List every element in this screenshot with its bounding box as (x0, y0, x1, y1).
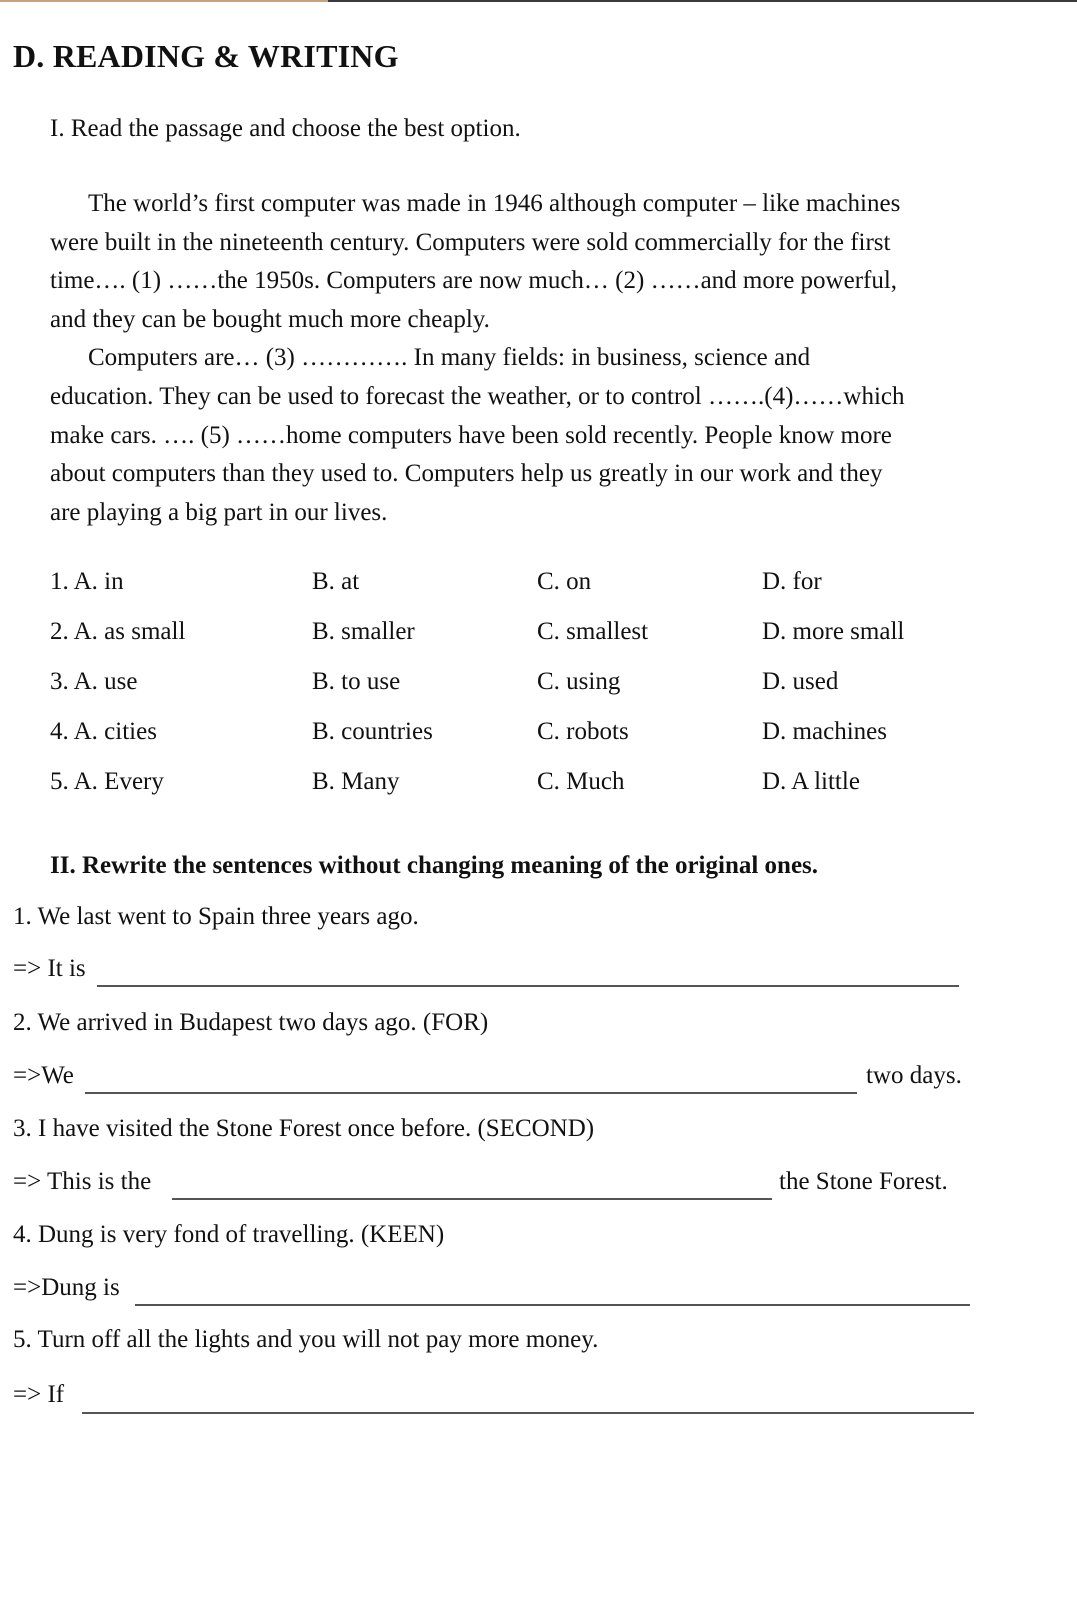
option-c: C. Much (537, 768, 625, 795)
rewrite-prefix-5: => If (13, 1381, 65, 1408)
rewrite-suffix-2: two days. (866, 1062, 962, 1089)
rewrite-sentence-1: 1. We last went to Spain three years ago. (13, 903, 419, 930)
answer-blank-4[interactable] (135, 1304, 970, 1306)
passage-line: make cars. …. (5) ……home computers have been sold recently. People know more (50, 421, 892, 449)
option-d: D. machines (762, 718, 887, 745)
option-c: C. robots (537, 718, 629, 745)
reading-passage (50, 185, 1060, 532)
option-a: 3. A. use (50, 668, 138, 695)
answer-blank-1[interactable] (97, 985, 959, 987)
rewrite-sentence-2: 2. We arrived in Budapest two days ago. (FOR) (13, 1009, 489, 1036)
option-b: B. at (312, 568, 360, 595)
passage-line: are playing a big part in our lives. (50, 498, 388, 526)
option-d: D. more small (762, 618, 905, 645)
passage-line: and they can be bought much more cheaply. (50, 305, 490, 333)
option-a: 1. A. in (50, 568, 124, 595)
rewrite-prefix-2: =>We (13, 1062, 74, 1089)
rewrite-prefix-3: => This is the (13, 1168, 152, 1195)
passage-line: The world’s first computer was made in 1946 although computer – like machines (88, 190, 901, 217)
option-a: 2. A. as small (50, 618, 186, 645)
option-c: C. using (537, 668, 621, 695)
option-d: D. used (762, 668, 839, 695)
passage-line: Computers are… (3) …………. In many fields: in business, science and (88, 344, 811, 372)
top-border (0, 0, 1077, 2)
top-border-right (328, 0, 1077, 2)
passage-line: time…. (1) ……the 1950s. Computers are now much… (2) ……and more powerful, (50, 267, 898, 295)
passage-line: education. They can be used to forecast the weather, or to control …….(4)……which (50, 382, 905, 410)
answer-blank-5[interactable] (82, 1412, 974, 1414)
option-b: B. to use (312, 668, 401, 695)
option-b: B. smaller (312, 618, 415, 645)
option-d: D. for (762, 568, 822, 595)
option-c: C. on (537, 568, 592, 595)
option-a: 4. A. cities (50, 718, 157, 745)
section1-title: I. Read the passage and choose the best option. (50, 115, 521, 142)
option-d: D. A little (762, 768, 860, 795)
rewrite-sentence-5: 5. Turn off all the lights and you will not pay more money. (13, 1326, 599, 1353)
answer-blank-3[interactable] (172, 1198, 772, 1200)
rewrite-sentence-3: 3. I have visited the Stone Forest once before. (SECOND) (13, 1115, 595, 1142)
answer-blank-2[interactable] (85, 1092, 857, 1094)
rewrite-prefix-1: => It is (13, 955, 86, 982)
rewrite-sentence-4: 4. Dung is very fond of travelling. (KEEN) (13, 1221, 445, 1248)
option-b: B. countries (312, 718, 433, 745)
rewrite-suffix-3: the Stone Forest. (779, 1168, 948, 1195)
option-b: B. Many (312, 768, 400, 795)
passage-line: were built in the nineteenth century. Computers were sold commercially for the first (50, 228, 891, 256)
page-heading: D. READING & WRITING (13, 38, 399, 74)
passage-line: about computers than they used to. Computers help us greatly in our work and they (50, 460, 883, 488)
top-border-left (0, 0, 328, 2)
section2-title: II. Rewrite the sentences without changing meaning of the original ones. (50, 852, 819, 879)
option-a: 5. A. Every (50, 768, 164, 795)
rewrite-prefix-4: =>Dung is (13, 1274, 120, 1301)
option-c: C. smallest (537, 618, 649, 645)
